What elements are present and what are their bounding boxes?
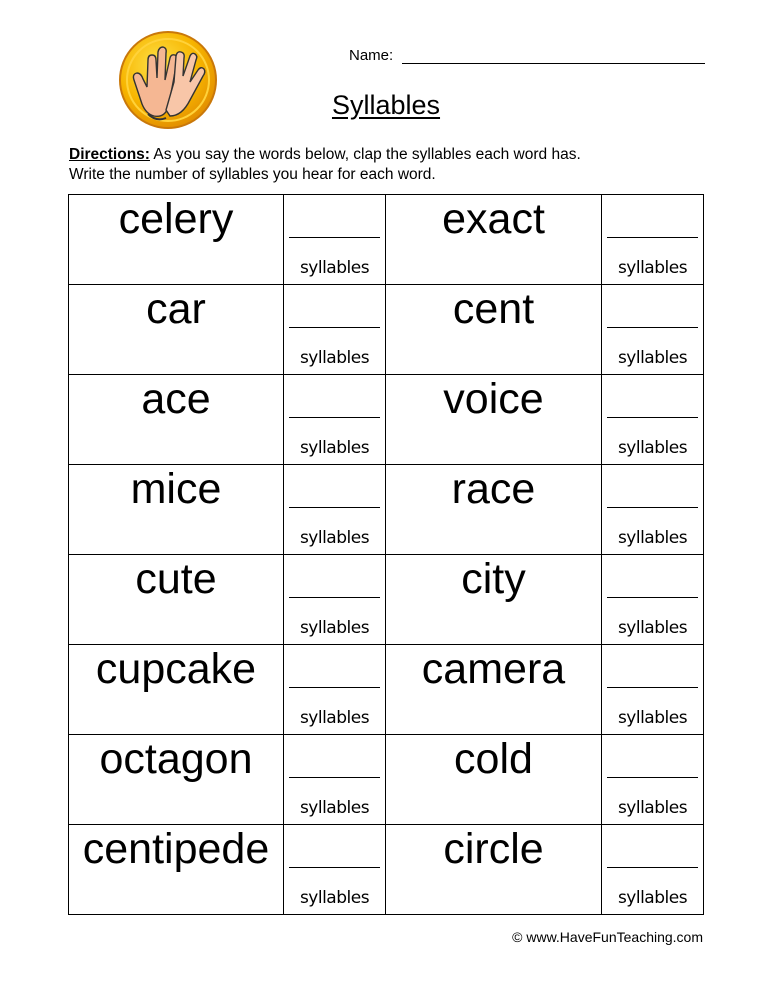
word-cell: cupcake <box>69 645 284 735</box>
table-row <box>69 195 704 285</box>
word-cell: centipede <box>69 825 284 915</box>
answer-blank[interactable] <box>607 237 698 238</box>
answer-blank[interactable] <box>289 237 380 238</box>
syllables-label: syllables <box>299 798 370 818</box>
word-cell: ace <box>69 375 284 465</box>
page-title: Syllables <box>331 90 441 120</box>
table-row <box>69 375 704 465</box>
answer-cell[interactable] <box>602 465 704 555</box>
word-cell: cent <box>386 285 602 375</box>
syllables-label: syllables <box>299 888 370 908</box>
answer-cell[interactable] <box>284 555 386 645</box>
answer-blank[interactable] <box>289 867 380 868</box>
answer-cell[interactable] <box>284 285 386 375</box>
answer-blank[interactable] <box>607 507 698 508</box>
word-cell: race <box>386 465 602 555</box>
answer-blank[interactable] <box>607 777 698 778</box>
answer-blank[interactable] <box>289 777 380 778</box>
answer-cell[interactable] <box>284 465 386 555</box>
syllables-label: syllables <box>617 528 688 548</box>
answer-cell[interactable] <box>602 285 704 375</box>
answer-cell[interactable] <box>284 645 386 735</box>
syllables-label: syllables <box>299 438 370 458</box>
syllables-label: syllables <box>617 258 688 278</box>
answer-blank[interactable] <box>607 687 698 688</box>
syllables-label: syllables <box>617 798 688 818</box>
table-row <box>69 465 704 555</box>
syllables-label: syllables <box>299 528 370 548</box>
answer-cell[interactable] <box>284 735 386 825</box>
word-cell: exact <box>386 195 602 285</box>
answer-blank[interactable] <box>607 417 698 418</box>
directions-line-1: As you say the words below, clap the syllables each word has. <box>153 146 581 163</box>
syllables-label: syllables <box>617 438 688 458</box>
word-cell: cold <box>386 735 602 825</box>
directions <box>69 145 709 185</box>
word-cell: circle <box>386 825 602 915</box>
copyright-footer: © www.HaveFunTeaching.com <box>512 929 703 945</box>
answer-blank[interactable] <box>607 327 698 328</box>
answer-blank[interactable] <box>607 867 698 868</box>
answer-cell[interactable] <box>602 735 704 825</box>
word-cell: cute <box>69 555 284 645</box>
word-cell: city <box>386 555 602 645</box>
syllables-label: syllables <box>617 618 688 638</box>
answer-cell[interactable] <box>602 825 704 915</box>
table-row <box>69 735 704 825</box>
word-cell: car <box>69 285 284 375</box>
syllables-label: syllables <box>617 708 688 728</box>
table-row <box>69 645 704 735</box>
answer-cell[interactable] <box>602 375 704 465</box>
syllables-label: syllables <box>617 888 688 908</box>
syllables-label: syllables <box>299 258 370 278</box>
word-cell: camera <box>386 645 602 735</box>
directions-line-2: Write the number of syllables you hear for each word. <box>69 166 436 183</box>
word-cell: celery <box>69 195 284 285</box>
directions-label: Directions: <box>69 146 150 163</box>
name-label: Name: <box>349 47 394 64</box>
table-row <box>69 825 704 915</box>
syllables-label: syllables <box>617 348 688 368</box>
word-cell: voice <box>386 375 602 465</box>
table-row <box>69 555 704 645</box>
answer-blank[interactable] <box>289 597 380 598</box>
answer-cell[interactable] <box>284 375 386 465</box>
answer-blank[interactable] <box>289 417 380 418</box>
syllables-label: syllables <box>299 708 370 728</box>
answer-blank[interactable] <box>289 507 380 508</box>
answer-blank[interactable] <box>289 687 380 688</box>
answer-cell[interactable] <box>284 195 386 285</box>
answer-blank[interactable] <box>289 327 380 328</box>
syllables-label: syllables <box>299 618 370 638</box>
answer-cell[interactable] <box>602 645 704 735</box>
word-cell: octagon <box>69 735 284 825</box>
answer-cell[interactable] <box>602 555 704 645</box>
name-field[interactable] <box>349 44 709 68</box>
table-row <box>69 285 704 375</box>
name-input-line[interactable] <box>402 63 705 64</box>
answer-blank[interactable] <box>607 597 698 598</box>
answer-cell[interactable] <box>284 825 386 915</box>
word-cell: mice <box>69 465 284 555</box>
syllable-table <box>68 194 704 915</box>
answer-cell[interactable] <box>602 195 704 285</box>
syllables-label: syllables <box>299 348 370 368</box>
